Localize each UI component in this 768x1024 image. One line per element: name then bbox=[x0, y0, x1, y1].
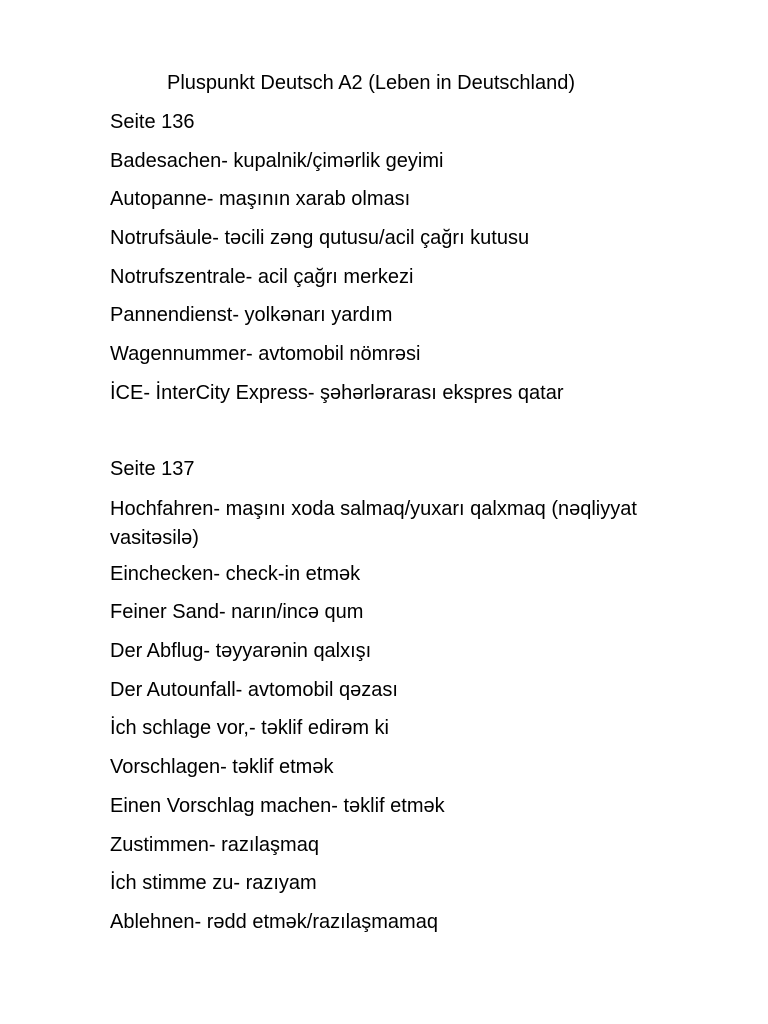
vocab-entry: Wagennummer- avtomobil nömrəsi bbox=[110, 343, 421, 366]
section-seite-136 bbox=[110, 109, 710, 419]
vocab-entry: Vorschlagen- təklif etmək bbox=[110, 756, 334, 779]
vocab-entry: Notrufsäule- təcili zəng qutusu/acil çağrı kutusu bbox=[110, 227, 530, 250]
vocab-entry: İCE- İnterCity Express- şəhərlərarası ekspres qatar bbox=[110, 381, 564, 404]
vocab-entry: Pannendienst- yolkənarı yardım bbox=[110, 304, 393, 327]
vocab-entry: İch stimme zu- razıyam bbox=[110, 872, 317, 895]
section-heading: Seite 136 bbox=[110, 111, 195, 133]
vocab-entry: Hochfahren- maşını xoda salmaq/yuxarı qalxmaq (nəqliyyat vasitəsilə) bbox=[110, 497, 637, 549]
vocab-entry: İch schlage vor,- təklif edirəm ki bbox=[110, 717, 389, 740]
vocab-entry: Der Abflug- təyyarənin qalxışı bbox=[110, 640, 372, 663]
vocab-entry: Notrufszentrale- acil çağrı merkezi bbox=[110, 265, 414, 288]
vocab-entry: Einchecken- check-in etmək bbox=[110, 562, 361, 585]
vocab-entry: Feiner Sand- narın/incə qum bbox=[110, 601, 364, 624]
vocab-entry: Einen Vorschlag machen- təklif etmək bbox=[110, 794, 445, 817]
section-seite-137 bbox=[110, 456, 710, 948]
document-title: Pluspunkt Deutsch A2 (Leben in Deutschland) bbox=[167, 72, 576, 94]
vocab-entry: Badesachen- kupalnik/çimərlik geyimi bbox=[110, 149, 444, 172]
section-heading: Seite 137 bbox=[110, 458, 195, 480]
vocab-entry: Ablehnen- rədd etmək/razılaşmamaq bbox=[110, 910, 438, 933]
vocab-entry: Zustimmen- razılaşmaq bbox=[110, 833, 319, 856]
vocab-entry: Autopanne- maşının xarab olması bbox=[110, 188, 411, 211]
vocab-entry: Der Autounfall- avtomobil qəzası bbox=[110, 678, 398, 701]
